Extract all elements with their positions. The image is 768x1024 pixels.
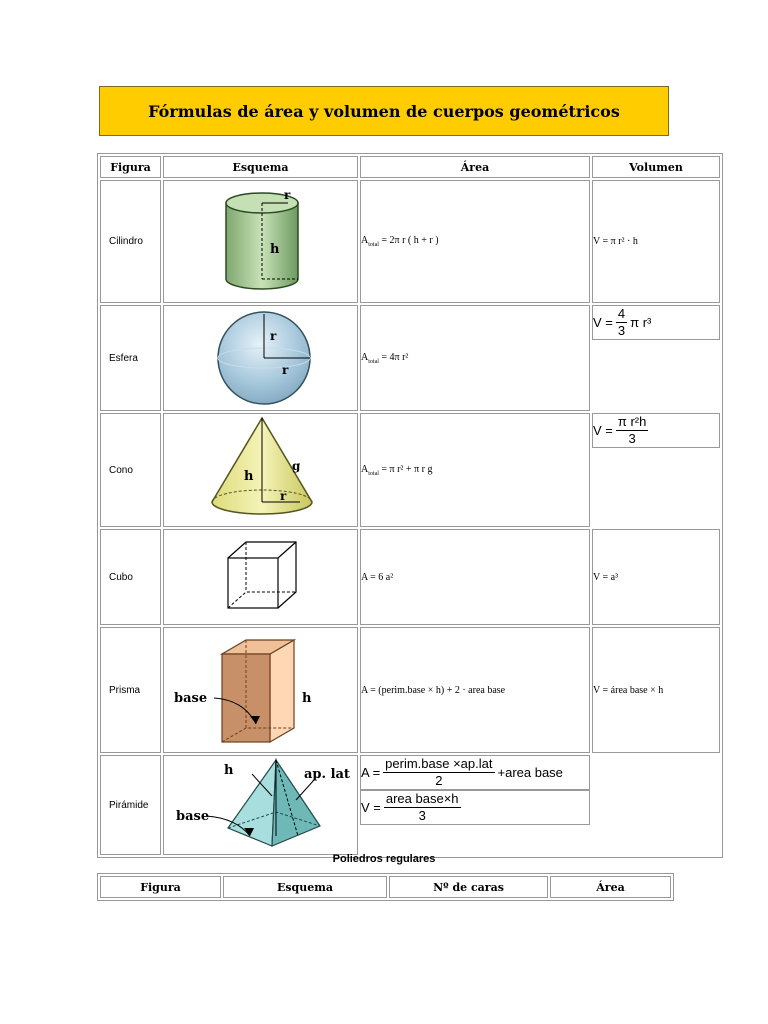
prism-diagram (166, 628, 356, 748)
label-h: h (243, 469, 253, 484)
page-title: Fórmulas de área y volumen de cuerpos geométricos (99, 86, 669, 136)
polyhedra-table (97, 873, 674, 901)
area-subscript: total (368, 358, 379, 365)
cone-diagram (166, 414, 356, 522)
volume-formula (592, 413, 720, 448)
label-r-top: r (269, 329, 276, 343)
area-formula: $A_{total} = 4\pi$ r² (360, 305, 590, 411)
label-h: h (301, 691, 311, 706)
area-rest: = π r² + π r g (378, 463, 433, 475)
label-h: h (223, 763, 233, 778)
table-header-row (100, 156, 720, 178)
label-ap-lat: ap. lat (303, 767, 350, 782)
table-row (100, 529, 720, 625)
label-g: g (291, 459, 300, 473)
volume-fraction (616, 414, 648, 447)
fraction-denominator: 3 (418, 808, 426, 823)
label-h: h (269, 242, 279, 257)
volume-formula: V = π r² · h (592, 180, 720, 303)
schema-cell (163, 755, 358, 855)
area-prefix: A = (361, 765, 381, 780)
fraction-denominator: 3 (628, 431, 636, 446)
area-formula: $A_{total} = \pi$ r² + π r g (360, 413, 590, 527)
schema-cell (163, 305, 358, 411)
fraction-numerator: area base×h (385, 791, 459, 806)
figure-name: Cubo (100, 529, 161, 625)
table-row (100, 180, 720, 303)
schema-cell (163, 413, 358, 527)
table-header-row (100, 876, 671, 898)
figure-name: Pirámide (100, 755, 161, 855)
label-r: r (283, 188, 290, 202)
area-subscript: total (368, 242, 379, 248)
fraction-denominator: 3 (617, 323, 626, 338)
area-formula: A = (perim.base × h) + 2 · area base (360, 627, 590, 753)
volume-formula (360, 790, 590, 825)
label-r-side: r (281, 363, 288, 377)
fraction-denominator: 2 (435, 773, 443, 788)
figure-name: Cilindro (100, 180, 161, 303)
volume-formula: V = área base × h (592, 627, 720, 753)
area-subscript: total (368, 470, 379, 477)
volume-fraction (616, 306, 627, 339)
sphere-diagram (166, 306, 356, 406)
fraction-numerator: 4 (617, 306, 626, 321)
figure-name: Esfera (100, 305, 161, 411)
volume-prefix: V = (593, 423, 613, 438)
figure-name: Cono (100, 413, 161, 527)
volume-fraction (384, 791, 461, 824)
area-suffix: +area base (497, 765, 563, 780)
figure-name: Prisma (100, 627, 161, 753)
area-formula: A = 6 a² (360, 529, 590, 625)
area-rest: = 2π r ( h + r ) (378, 235, 439, 246)
header-esquema: Esquema (163, 156, 358, 178)
volume-suffix: π r³ (630, 315, 652, 330)
section-title: Poliedros regulares (332, 853, 436, 865)
header-volumen: Volumen (592, 156, 720, 178)
table-row (100, 413, 720, 527)
schema-cell (163, 627, 358, 753)
label-base: base (173, 691, 207, 706)
area-formula: $A_{total} = 2\pi$ r ( h + r ) (360, 180, 590, 303)
formulas-table (97, 153, 723, 858)
table-row (100, 627, 720, 753)
table-row (100, 305, 720, 411)
pyramid-diagram (166, 756, 356, 850)
header-figura: Figura (100, 156, 161, 178)
cube-diagram (166, 530, 356, 620)
area-fraction (383, 756, 494, 789)
table-row (100, 755, 720, 855)
schema-cell (163, 180, 358, 303)
volume-formula (592, 305, 720, 340)
volume-prefix: V = (361, 800, 381, 815)
cylinder-diagram (166, 181, 356, 298)
header-esquema: Esquema (223, 876, 387, 898)
header-area: Área (360, 156, 590, 178)
fraction-numerator: π r²h (617, 414, 647, 429)
area-formula (360, 755, 590, 790)
header-figura: Figura (100, 876, 221, 898)
fraction-numerator: perim.base ×ap.lat (385, 756, 493, 771)
schema-cell (163, 529, 358, 625)
header-caras: Nº de caras (389, 876, 548, 898)
volume-formula: V = a³ (592, 529, 720, 625)
label-base: base (175, 809, 209, 824)
label-r: r (279, 489, 286, 503)
area-rest: = 4π r² (378, 351, 409, 363)
volume-prefix: V = (593, 315, 613, 330)
header-area: Área (550, 876, 671, 898)
